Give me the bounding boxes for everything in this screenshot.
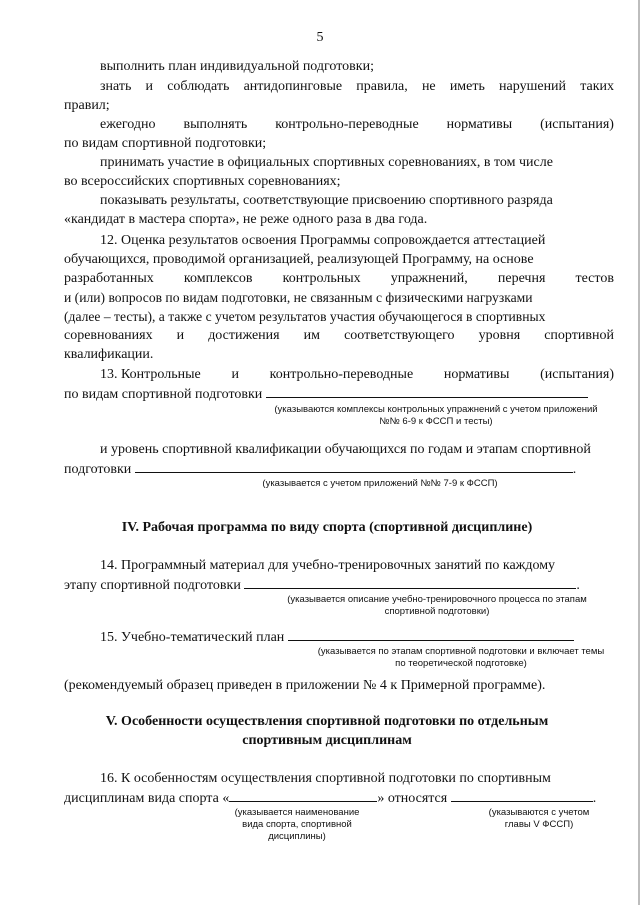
field-note: (указывается по этапам спортивной подготовки и включает темы	[317, 646, 605, 657]
period: .	[576, 578, 580, 593]
word: знать	[100, 79, 132, 94]
text-line: 12. Оценка результатов освоения Программы сопровождается аттестацией	[100, 233, 546, 248]
form-line	[64, 789, 614, 808]
word: контрольных	[282, 271, 361, 286]
word: нормативы	[443, 367, 510, 382]
field-label: дисциплинам вида спорта «	[64, 791, 230, 806]
text-line: обучающихся, проводимой организацией, реализующей Программу, на основе	[64, 252, 534, 267]
word: 13. Контрольные	[100, 367, 201, 382]
text-line: 16. К особенностям осуществления спортивной подготовки по спортивным	[100, 771, 551, 786]
field-note: №№ 6-9 к ФССП и тесты)	[379, 416, 493, 427]
word: таких	[580, 79, 614, 94]
word: спортивной	[544, 328, 614, 343]
justified-line	[100, 116, 614, 134]
field-note: (указывается описание учебно-тренировочного процесса по этапам	[287, 594, 587, 605]
text-line	[100, 78, 614, 96]
word: упражнений,	[390, 271, 468, 286]
word: контрольно-переводные	[275, 117, 419, 132]
field-note: (указывается с учетом приложений №№ 7-9 к ФССП)	[262, 478, 498, 489]
blank-field[interactable]	[288, 628, 574, 641]
text-line: и (или) вопросов по видам подготовки, не связанным с физическими нагрузками	[64, 290, 533, 305]
field-label: 15. Учебно-тематический план	[100, 630, 285, 645]
text-line: (рекомендуемый образец приведен в приложении № 4 к Примерной программе).	[64, 678, 546, 693]
word: не	[421, 79, 436, 94]
text-line: правил;	[64, 98, 110, 113]
field-note: спортивной подготовки)	[384, 606, 490, 617]
word: нарушений	[499, 79, 567, 94]
form-line	[64, 460, 614, 479]
text-line: по видам спортивной подготовки;	[64, 136, 267, 151]
word: тестов	[575, 271, 614, 286]
word: выполнять	[183, 117, 248, 132]
blank-field-features[interactable]	[451, 789, 593, 802]
field-note: дисциплины)	[268, 831, 326, 842]
word: соблюдать	[167, 79, 230, 94]
word: комплексов	[183, 271, 253, 286]
period: .	[592, 791, 597, 806]
word: (испытания)	[540, 367, 614, 382]
word: нормативы	[446, 117, 513, 132]
text-line: во всероссийских спортивных соревнованиях;	[64, 174, 341, 189]
text-line: 14. Программный материал для учебно-тренировочных занятий по каждому	[100, 558, 556, 573]
text-line: выполнить план индивидуальной подготовки;	[100, 59, 374, 74]
section-heading: V. Особенности осуществления спортивной подготовки по отдельным	[105, 714, 549, 729]
word: контрольно-переводные	[269, 367, 414, 382]
section-heading: спортивным дисциплинам	[242, 733, 412, 748]
text-line: квалификации.	[64, 347, 154, 362]
section-heading: IV. Рабочая программа по виду спорта (спортивной дисциплине)	[121, 520, 533, 535]
text-line: принимать участие в официальных спортивных соревнованиях, в том числе	[100, 155, 553, 170]
word: соответствующего	[344, 328, 455, 343]
word: разработанных	[64, 271, 154, 286]
form-line	[64, 576, 614, 595]
text-line: показывать результаты, соответствующие присвоению спортивного разряда	[100, 193, 553, 208]
word: уровня	[478, 328, 521, 343]
blank-field[interactable]	[244, 576, 576, 589]
text-line: «кандидат в мастера спорта», не реже одного раза в два года.	[64, 212, 428, 227]
field-note: (указывается наименование	[234, 807, 360, 818]
text-line: и уровень спортивной квалификации обучающихся по годам и этапам спортивной	[100, 442, 591, 457]
field-note: главы V ФССП)	[504, 819, 574, 830]
period: .	[572, 462, 577, 477]
blank-field[interactable]	[266, 385, 588, 398]
justified-line	[64, 270, 614, 288]
field-note: (указываются комплексы контрольных упражнений с учетом приложений	[274, 404, 598, 415]
word: перечня	[497, 271, 546, 286]
field-note: вида спорта, спортивной	[242, 819, 352, 830]
form-line	[100, 628, 614, 647]
form-line	[64, 385, 614, 404]
word: и	[231, 367, 239, 382]
word: антидопинговые	[243, 79, 343, 94]
word: им	[303, 328, 321, 343]
word: иметь	[449, 79, 485, 94]
page-number: 5	[316, 30, 324, 45]
justified-line	[100, 366, 614, 384]
word: правила,	[356, 79, 408, 94]
text-line: (далее – тесты), а также с учетом результатов участия обучающегося в спортивных	[64, 309, 546, 324]
word: (испытания)	[540, 117, 614, 132]
field-note: (указываются с учетом	[488, 807, 590, 818]
field-label: » относятся	[377, 791, 448, 806]
word: достижения	[208, 328, 280, 343]
justified-line	[64, 327, 614, 345]
word: и	[145, 79, 154, 94]
field-label: по видам спортивной подготовки	[64, 387, 263, 402]
word: ежегодно	[100, 117, 156, 132]
blank-field-sport[interactable]	[229, 789, 377, 802]
field-label: подготовки	[64, 462, 132, 477]
field-note: по теоретической подготовке)	[395, 658, 527, 669]
word: и	[176, 328, 185, 343]
field-label: этапу спортивной подготовки	[64, 578, 241, 593]
word: соревнованиях	[64, 328, 153, 343]
blank-field[interactable]	[135, 460, 573, 473]
